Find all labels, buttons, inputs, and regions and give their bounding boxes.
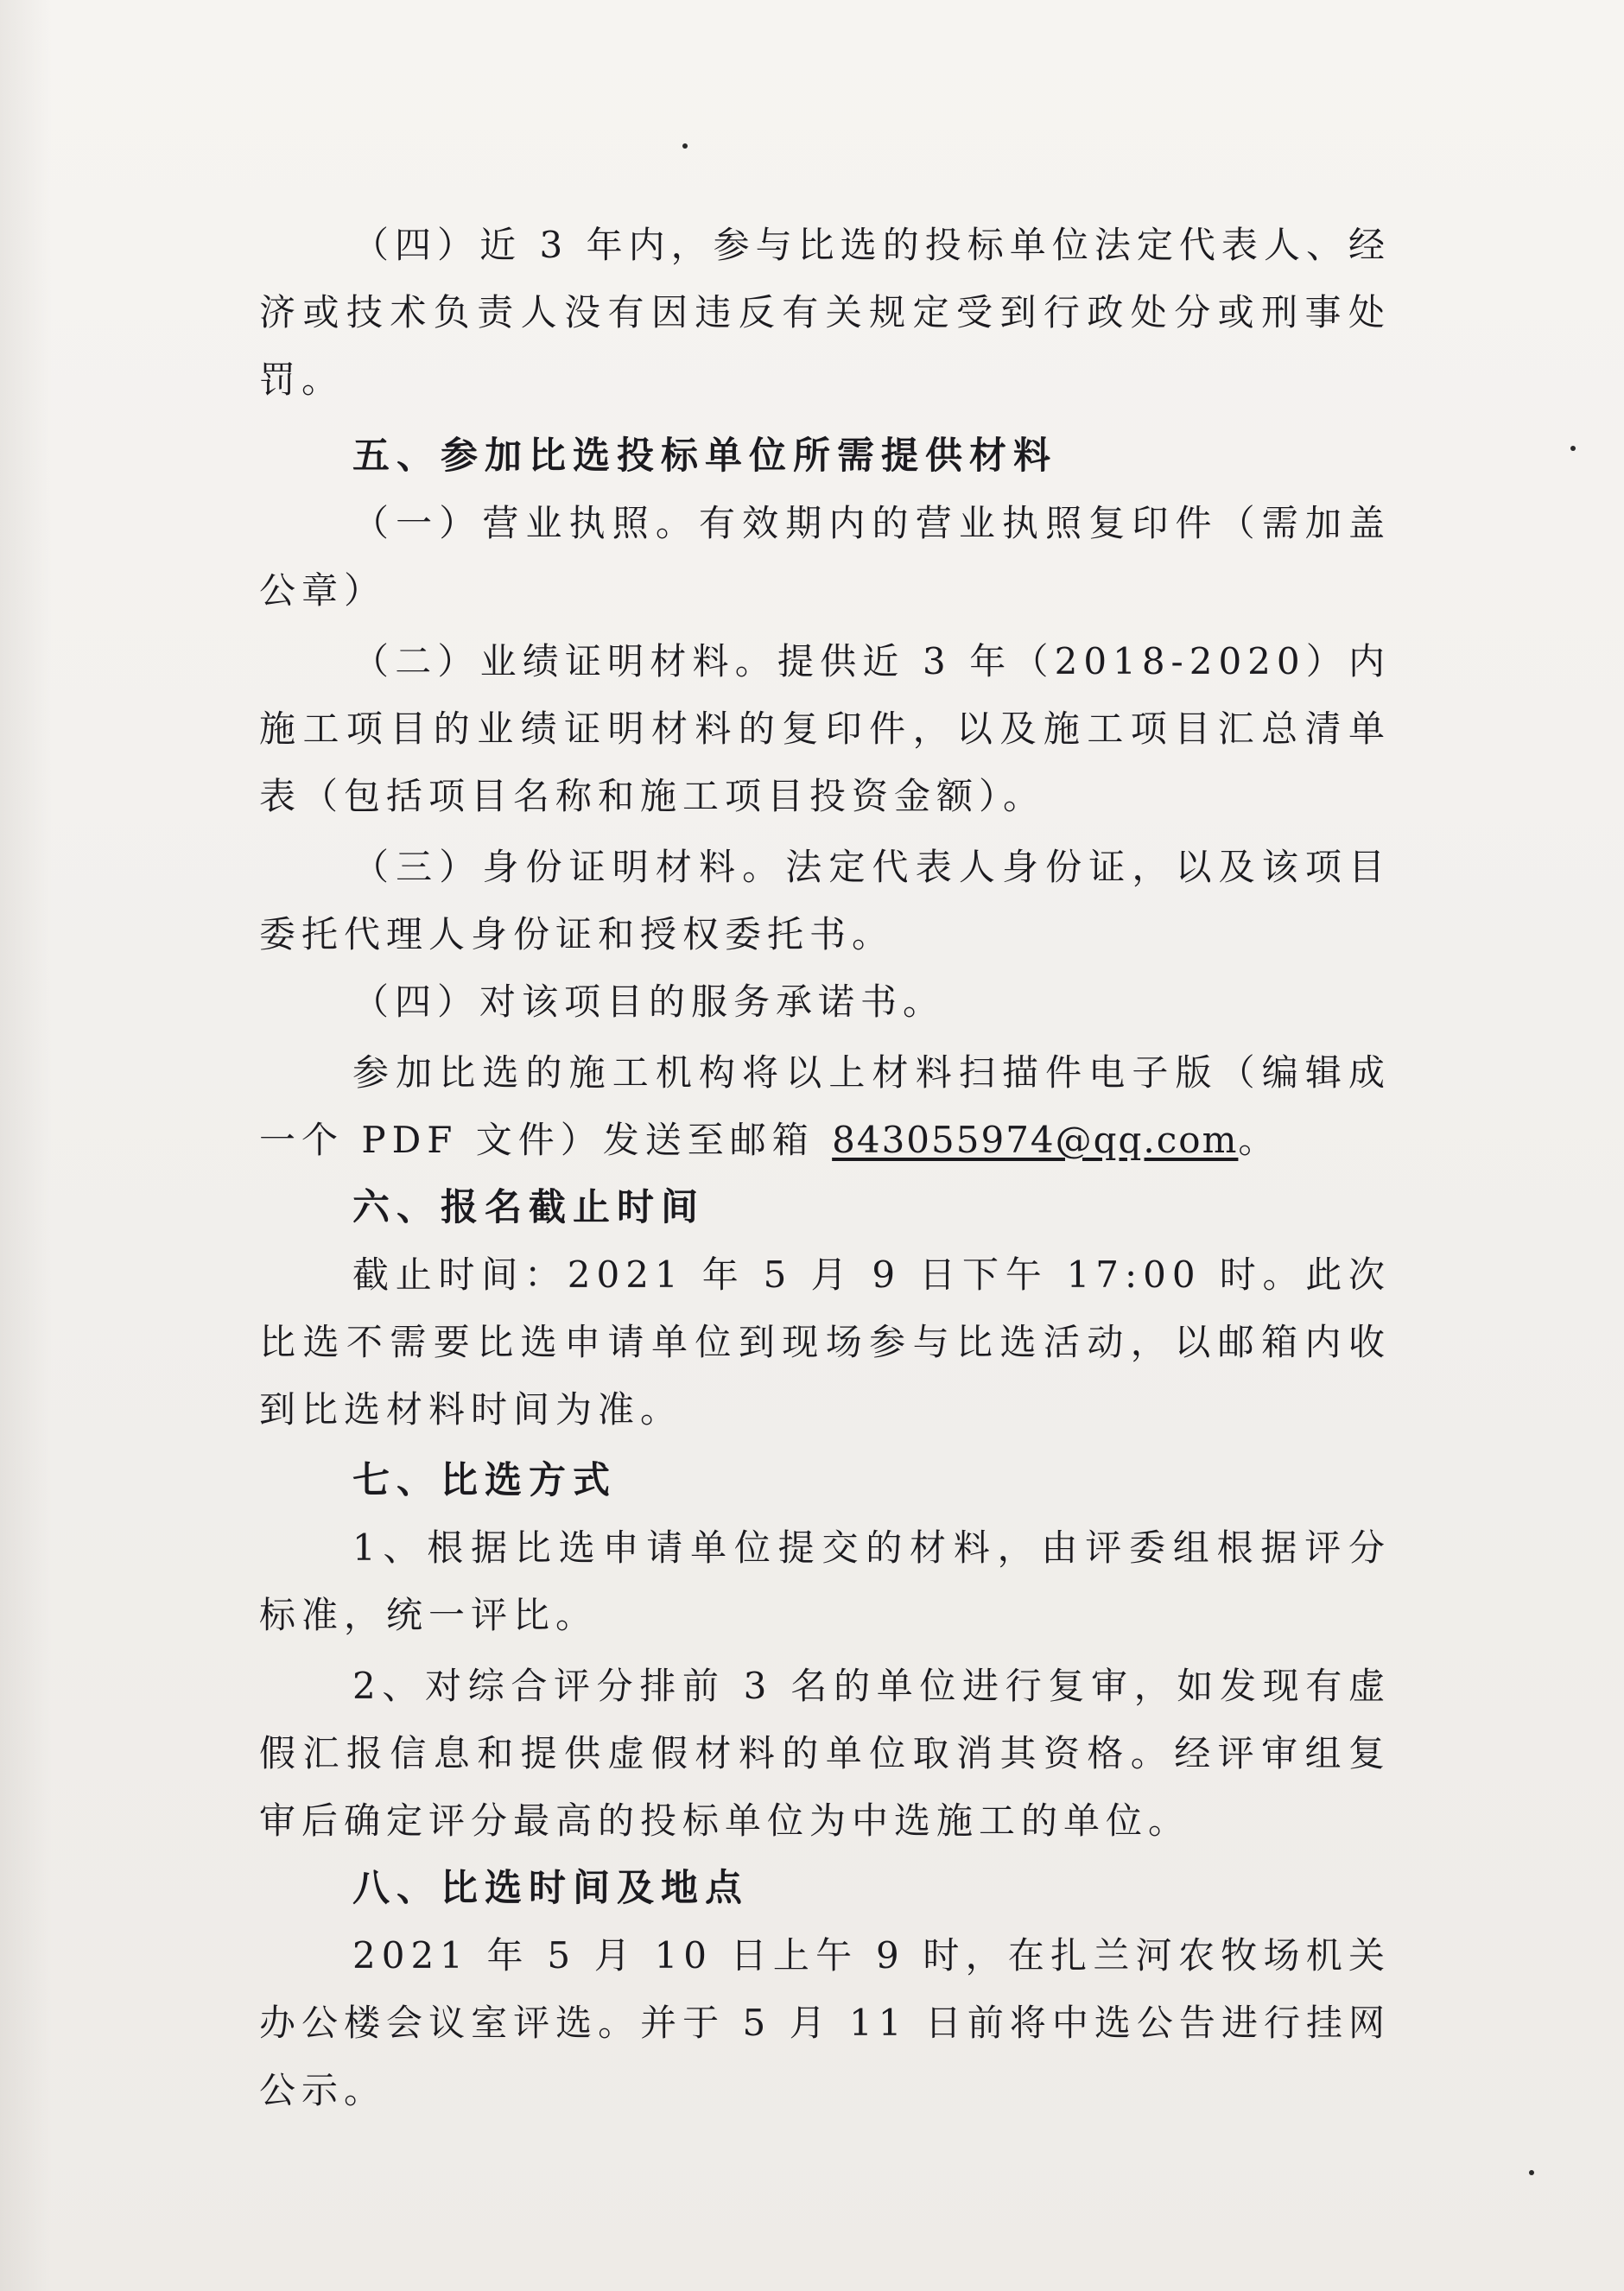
- submission-text: 参加比选的施工机构将以上材料扫描件电子版（编辑成一个 PDF 文件）发送至邮箱: [259, 1051, 1391, 1161]
- section-7-heading: 七、比选方式: [352, 1459, 617, 1502]
- document-body: [259, 212, 1391, 2124]
- clause-4-no-penalty: （四）近 3 年内，参与比选的投标单位法定代表人、经济或技术负责人没有因违反有关规定受到行政处分或刑事处罚。: [259, 224, 1391, 401]
- section-8-heading: 八、比选时间及地点: [352, 1867, 749, 1910]
- section-5-heading: 五、参加比选投标单位所需提供材料: [352, 435, 1057, 478]
- scan-edge-shadow: [0, 0, 52, 2291]
- time-and-place: 2021 年 5 月 10 日上午 9 时，在扎兰河农牧场机关办公楼会议室评选。并于 5 月 11 日前将中选公告进行挂网公示。: [259, 1934, 1391, 2111]
- item-3-identity: （三）身份证明材料。法定代表人身份证，以及该项目委托代理人身份证和授权委托书。: [259, 846, 1391, 955]
- scan-speck: [682, 143, 688, 149]
- method-item-2: 2、对综合评分排前 3 名的单位进行复审，如发现有虚假汇报信息和提供虚假材料的单位取消其资格。经评审组复审后确定评分最高的投标单位为中选施工的单位。: [259, 1665, 1391, 1842]
- item-1-business-license: （一）营业执照。有效期内的营业执照复印件（需加盖公章）: [259, 502, 1391, 612]
- scan-speck: [1529, 2170, 1534, 2175]
- deadline-paragraph: 截止时间：2021 年 5 月 9 日下午 17:00 时。此次比选不需要比选申请单位到现场参与比选活动，以邮箱内收到比选材料时间为准。: [259, 1253, 1391, 1431]
- scan-speck: [1570, 446, 1576, 451]
- submission-instruction: [259, 1039, 1391, 1174]
- email-address: 843055974@qq.com: [832, 1119, 1239, 1161]
- section-6-heading: 六、报名截止时间: [352, 1186, 705, 1229]
- item-4-commitment: （四）对该项目的服务承诺书。: [352, 980, 946, 1023]
- method-item-1: 1、根据比选申请单位提交的材料，由评委组根据评分标准，统一评比。: [259, 1526, 1391, 1636]
- submission-end: 。: [1238, 1119, 1281, 1161]
- item-2-performance: （二）业绩证明材料。提供近 3 年（2018-2020）内施工项目的业绩证明材料的复印件，以及施工项目汇总清单表（包括项目名称和施工项目投资金额）。: [259, 640, 1391, 817]
